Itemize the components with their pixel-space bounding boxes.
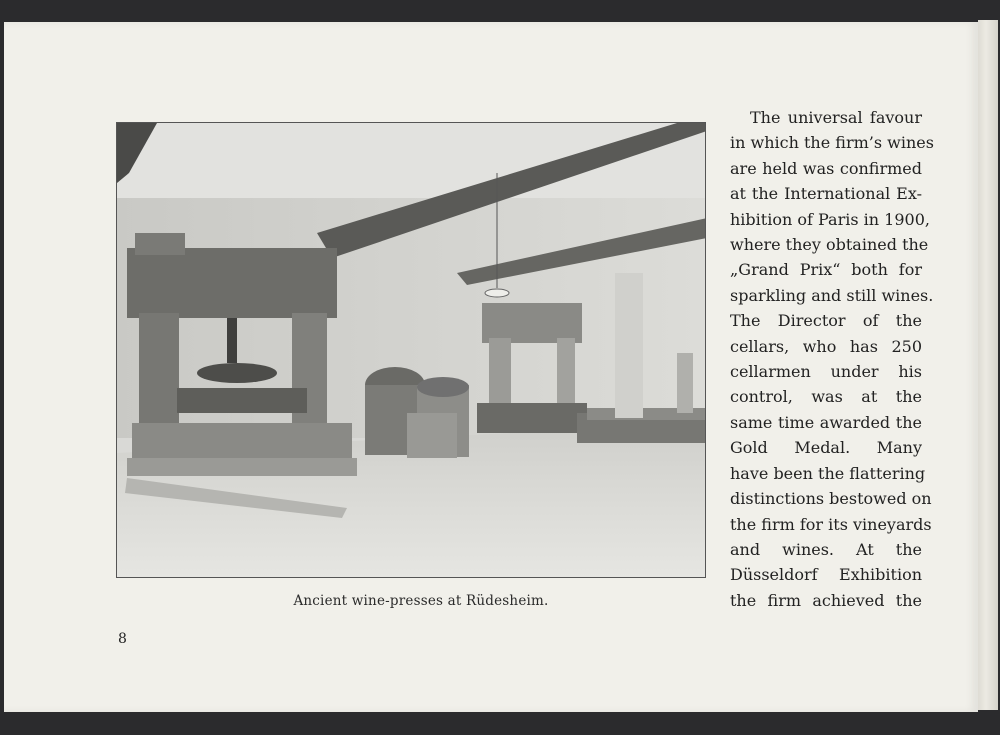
text-line: where they obtained the bbox=[730, 235, 929, 255]
text-line: are held was confirmed bbox=[730, 158, 922, 178]
page-number: 8 bbox=[118, 631, 127, 647]
body-text bbox=[730, 105, 934, 613]
text-line: The universal favour bbox=[750, 108, 922, 127]
text-line: cellars, who has 250 bbox=[730, 336, 922, 356]
text-line: at the International Ex- bbox=[730, 184, 922, 204]
text-line: have been the flattering bbox=[730, 463, 926, 483]
wine-press-photograph bbox=[116, 122, 706, 578]
text-line: Düsseldorf Exhibition bbox=[730, 565, 922, 585]
text-line: same time awarded the bbox=[730, 412, 922, 432]
text-line: distinctions bestowed on bbox=[730, 489, 932, 509]
text-line: the firm achieved the bbox=[730, 590, 922, 610]
text-line: The Director of the bbox=[730, 311, 922, 331]
text-line: cellarmen under his bbox=[730, 362, 922, 382]
text-line: hibition of Paris in 1900, bbox=[730, 209, 930, 229]
text-line: „Grand Prix“ both for bbox=[730, 260, 922, 280]
text-line: the firm for its vineyards bbox=[730, 514, 932, 534]
text-line: Gold Medal. Many bbox=[730, 438, 922, 458]
text-line: in which the firm’s wines bbox=[730, 133, 934, 153]
text-line: control, was at the bbox=[730, 387, 922, 407]
text-line: sparkling and still wines. bbox=[730, 285, 934, 305]
text-line: and wines. At the bbox=[730, 539, 922, 559]
adjacent-page-edge bbox=[978, 20, 998, 710]
photo-caption: Ancient wine-presses at Rüdesheim. bbox=[293, 593, 549, 609]
